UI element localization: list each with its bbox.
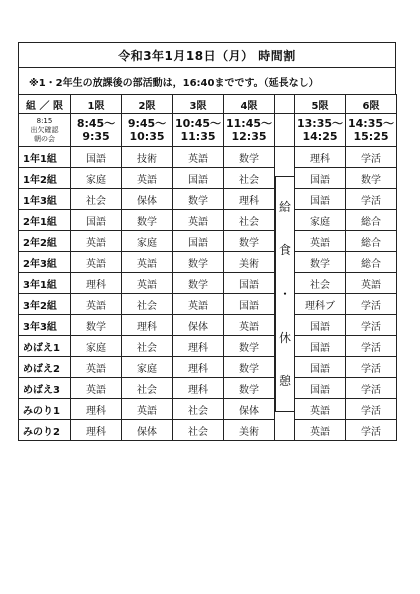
- subject-cell: 学活: [346, 315, 397, 336]
- class-row: [19, 315, 397, 336]
- subject-cell: 数学: [173, 189, 224, 210]
- subject-cell: 数学: [71, 315, 122, 336]
- subject-cell: 社会: [224, 168, 275, 189]
- subject-cell: 英語: [346, 273, 397, 294]
- period-time: 9:45～ 10:35: [122, 114, 173, 147]
- period-time: 10:45～ 11:35: [173, 114, 224, 147]
- subject-cell: 理科: [122, 315, 173, 336]
- subject-cell: 家庭: [122, 357, 173, 378]
- subject-cell: 英語: [173, 147, 224, 168]
- class-row: [19, 399, 397, 420]
- period-header: 1限: [71, 95, 122, 114]
- class-name: めばえ2: [19, 357, 71, 378]
- subject-cell: 英語: [224, 315, 275, 336]
- subject-cell: 保体: [122, 420, 173, 441]
- class-row: [19, 147, 397, 168]
- period-time: 8:45～ 9:35: [71, 114, 122, 147]
- subject-cell: 英語: [173, 294, 224, 315]
- class-name: 3年1組: [19, 273, 71, 294]
- class-name: 1年3組: [19, 189, 71, 210]
- subject-cell: 国語: [295, 378, 346, 399]
- subject-cell: 国語: [173, 168, 224, 189]
- class-name: めばえ3: [19, 378, 71, 399]
- subject-cell: 社会: [122, 294, 173, 315]
- subject-cell: 社会: [122, 336, 173, 357]
- subject-cell: 理科: [295, 147, 346, 168]
- subject-cell: 数学: [224, 231, 275, 252]
- subject-cell: 学活: [346, 189, 397, 210]
- class-name: みのり2: [19, 420, 71, 441]
- subject-cell: 学活: [346, 294, 397, 315]
- lunch-break-char: 休: [278, 330, 291, 345]
- class-name: 2年2組: [19, 231, 71, 252]
- subject-cell: 国語: [224, 273, 275, 294]
- subject-cell: 理科: [173, 378, 224, 399]
- subject-cell: 英語: [71, 294, 122, 315]
- subject-cell: 学活: [346, 336, 397, 357]
- subject-cell: 社会: [122, 378, 173, 399]
- period-header: 5限: [295, 95, 346, 114]
- class-row: [19, 294, 397, 315]
- subject-cell: 家庭: [71, 168, 122, 189]
- subject-cell: 美術: [224, 420, 275, 441]
- period-header: 2限: [122, 95, 173, 114]
- subject-cell: 保体: [173, 315, 224, 336]
- period-time: 14:35～ 15:25: [346, 114, 397, 147]
- subject-cell: 学活: [346, 399, 397, 420]
- class-name: 2年3組: [19, 252, 71, 273]
- subject-cell: 国語: [295, 189, 346, 210]
- page-title: 令和3年1月18日（月） 時間割: [18, 42, 396, 67]
- timetable: [18, 94, 397, 441]
- lunch-break-char: 食: [278, 243, 291, 258]
- subject-cell: 数学: [224, 378, 275, 399]
- subject-cell: 学活: [346, 357, 397, 378]
- subject-cell: 理科: [71, 399, 122, 420]
- subject-cell: 数学: [224, 357, 275, 378]
- subject-cell: 社会: [173, 399, 224, 420]
- class-name: 1年2組: [19, 168, 71, 189]
- subject-cell: 総合: [346, 231, 397, 252]
- class-row: [19, 210, 397, 231]
- subject-cell: 英語: [295, 420, 346, 441]
- class-row: [19, 336, 397, 357]
- corner-cell: 組 ／ 限: [19, 95, 71, 114]
- subject-cell: 英語: [71, 231, 122, 252]
- class-row: [19, 252, 397, 273]
- lunch-break-char: 憩: [278, 374, 291, 389]
- lunch-break-char: ・: [278, 286, 291, 301]
- subject-cell: 社会: [71, 189, 122, 210]
- period-header: 4限: [224, 95, 275, 114]
- class-name: めばえ1: [19, 336, 71, 357]
- period-header: 6限: [346, 95, 397, 114]
- class-row: [19, 273, 397, 294]
- class-row: [19, 231, 397, 252]
- period-header: 3限: [173, 95, 224, 114]
- subject-cell: 国語: [173, 231, 224, 252]
- subject-cell: 数学: [224, 336, 275, 357]
- class-name: 3年3組: [19, 315, 71, 336]
- subject-cell: 英語: [173, 210, 224, 231]
- subject-cell: 英語: [122, 273, 173, 294]
- lunch-break-cell: [275, 147, 295, 441]
- subject-cell: 英語: [71, 252, 122, 273]
- subject-cell: 美術: [224, 252, 275, 273]
- lunch-break-char: 給: [278, 199, 291, 214]
- class-name: 2年1組: [19, 210, 71, 231]
- subject-cell: 英語: [295, 399, 346, 420]
- class-row: [19, 378, 397, 399]
- subject-cell: 理科: [71, 420, 122, 441]
- subject-cell: 数学: [346, 168, 397, 189]
- subject-cell: 国語: [295, 357, 346, 378]
- subject-cell: 英語: [122, 399, 173, 420]
- subject-cell: 社会: [295, 273, 346, 294]
- subject-cell: 学活: [346, 378, 397, 399]
- timetable-sheet: [18, 42, 396, 441]
- class-name: みのり1: [19, 399, 71, 420]
- period-time: 11:45～ 12:35: [224, 114, 275, 147]
- subject-cell: 数学: [224, 147, 275, 168]
- subject-cell: 社会: [173, 420, 224, 441]
- subject-cell: 英語: [71, 378, 122, 399]
- class-row: [19, 420, 397, 441]
- subject-cell: 総合: [346, 252, 397, 273]
- subject-cell: 国語: [71, 210, 122, 231]
- subject-cell: 理科: [71, 273, 122, 294]
- subject-cell: 数学: [122, 210, 173, 231]
- time-label-line: 朝の会: [34, 134, 55, 143]
- subject-cell: 国語: [295, 315, 346, 336]
- subject-cell: 保体: [224, 399, 275, 420]
- lunch-header: [275, 95, 295, 114]
- subject-cell: 家庭: [122, 231, 173, 252]
- subject-cell: 保体: [122, 189, 173, 210]
- time-label-line: 8:15: [36, 116, 53, 125]
- lunch-break-box: [275, 176, 295, 412]
- subject-cell: 英語: [295, 231, 346, 252]
- subject-cell: 数学: [173, 273, 224, 294]
- subject-cell: 国語: [295, 336, 346, 357]
- subject-cell: 英語: [122, 252, 173, 273]
- time-row: [19, 114, 397, 147]
- subject-cell: 学活: [346, 147, 397, 168]
- subject-cell: 数学: [295, 252, 346, 273]
- class-row: [19, 357, 397, 378]
- period-time: 13:35～ 14:25: [295, 114, 346, 147]
- subject-cell: 国語: [71, 147, 122, 168]
- timetable-body: [19, 95, 397, 441]
- time-label-cell: [19, 114, 71, 147]
- subject-cell: 理科ブ: [295, 294, 346, 315]
- subject-cell: 国語: [224, 294, 275, 315]
- class-name: 3年2組: [19, 294, 71, 315]
- subject-cell: 家庭: [295, 210, 346, 231]
- subject-cell: 理科: [173, 357, 224, 378]
- class-row: [19, 189, 397, 210]
- subject-cell: 英語: [122, 168, 173, 189]
- subject-cell: 理科: [224, 189, 275, 210]
- class-name: 1年1組: [19, 147, 71, 168]
- subject-cell: 家庭: [71, 336, 122, 357]
- subject-cell: 技術: [122, 147, 173, 168]
- header-row: [19, 95, 397, 114]
- subject-cell: 学活: [346, 420, 397, 441]
- subject-cell: 英語: [71, 357, 122, 378]
- subject-cell: 総合: [346, 210, 397, 231]
- time-label-line: 出欠確認: [30, 125, 59, 134]
- subject-cell: 理科: [173, 336, 224, 357]
- lunch-time-gap: [275, 114, 295, 147]
- subject-cell: 数学: [173, 252, 224, 273]
- subject-cell: 社会: [224, 210, 275, 231]
- subject-cell: 国語: [295, 168, 346, 189]
- club-activity-note: ※1・2年生の放課後の部活動は，16:40までです。（延長なし）: [18, 67, 396, 94]
- class-row: [19, 168, 397, 189]
